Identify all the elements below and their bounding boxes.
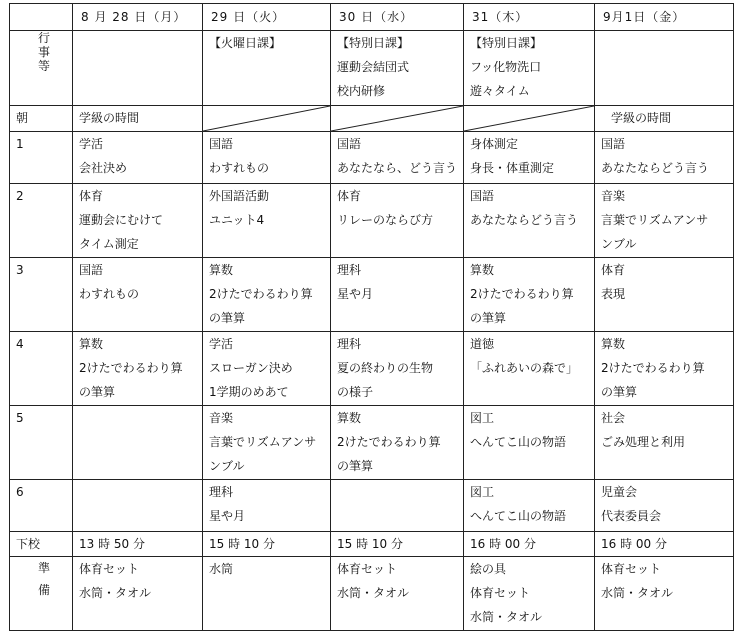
- lesson-cell: [464, 406, 595, 480]
- morning-text: 学級の時間: [79, 111, 140, 125]
- lesson-cell: [331, 332, 464, 406]
- cell-line: 【特別日課】: [470, 36, 543, 50]
- cell-line: の筆算: [337, 459, 374, 473]
- lesson-cell: [203, 332, 331, 406]
- cell-line: 2けたでわるわり算: [209, 287, 313, 301]
- lesson-cell: [595, 406, 734, 480]
- cell-line: 体育セット: [337, 562, 398, 576]
- cell-line: 水筒・タオル: [337, 586, 410, 600]
- cell-line: 絵の具: [470, 562, 507, 576]
- lesson-cell: [73, 184, 203, 258]
- cell-line: わすれもの: [79, 287, 140, 301]
- lesson-cell: [464, 184, 595, 258]
- cell-line: 【特別日課】: [337, 36, 410, 50]
- lesson-cell: [464, 258, 595, 332]
- events-cell: [203, 31, 331, 106]
- cell-line: 水筒: [209, 562, 234, 576]
- cell-line: 【火曜日課】: [209, 36, 282, 50]
- dismissal-time: 16 時 00 分: [595, 532, 734, 557]
- diagonal-slash: [203, 106, 330, 131]
- cell-line: 理科: [337, 337, 362, 351]
- day-header: 9月1日（金）: [595, 4, 734, 31]
- cell-line: 「ふれあいの森で」: [470, 361, 579, 375]
- cell-line: あなたならどう言う: [601, 161, 710, 175]
- cell-line: 夏の終わりの生物: [337, 361, 434, 375]
- diagonal-slash: [331, 106, 463, 131]
- prep-cell: [595, 557, 734, 631]
- lesson-cell: [331, 480, 464, 532]
- morning-row: [10, 106, 734, 132]
- period-label: 1: [10, 132, 73, 184]
- cell-line: 水筒・タオル: [470, 610, 543, 624]
- cell-line: の筆算: [470, 311, 507, 325]
- cell-line: 2けたでわるわり算: [337, 435, 441, 449]
- day-header: 8 月 28 日（月）: [73, 4, 203, 31]
- cell-line: 水筒・タオル: [601, 586, 674, 600]
- cell-line: 水筒・タオル: [79, 586, 152, 600]
- events-cell: [331, 31, 464, 106]
- morning-cell-empty: [203, 106, 331, 132]
- lesson-cell: [73, 258, 203, 332]
- cell-line: の筆算: [79, 385, 116, 399]
- dismissal-time: 13 時 50 分: [73, 532, 203, 557]
- dismissal-row: [10, 532, 734, 557]
- cell-line: 2けたでわるわり算: [79, 361, 183, 375]
- cell-line: 国語: [209, 137, 234, 151]
- morning-cell: [595, 106, 734, 132]
- lesson-cell: [73, 132, 203, 184]
- lesson-cell: [331, 406, 464, 480]
- cell-line: 表現: [601, 287, 626, 301]
- lesson-cell: [331, 258, 464, 332]
- morning-text: 学級の時間: [611, 111, 672, 125]
- corner-cell: [10, 4, 73, 31]
- period-label: 4: [10, 332, 73, 406]
- morning-cell: [73, 106, 203, 132]
- cell-line: ごみ処理と利用: [601, 435, 686, 449]
- day-header: 31（木）: [464, 4, 595, 31]
- cell-line: の筆算: [209, 311, 246, 325]
- lesson-cell: [203, 132, 331, 184]
- cell-line: 国語: [470, 189, 495, 203]
- cell-line: 学活: [209, 337, 234, 351]
- events-cell: [73, 31, 203, 106]
- cell-line: わすれもの: [209, 161, 270, 175]
- lesson-cell: [595, 258, 734, 332]
- cell-line: 会社決め: [79, 161, 128, 175]
- lesson-cell: [73, 480, 203, 532]
- events-label: [10, 31, 73, 106]
- prep-cell: [73, 557, 203, 631]
- cell-line: フッ化物洗口: [470, 60, 542, 74]
- events-cell: [595, 31, 734, 106]
- cell-line: の筆算: [601, 385, 638, 399]
- cell-line: 2けたでわるわり算: [470, 287, 574, 301]
- cell-line: 運動会にむけて: [79, 213, 164, 227]
- cell-line: 児童会: [601, 485, 638, 499]
- day-header: 29 日（火）: [203, 4, 331, 31]
- lesson-cell: [73, 332, 203, 406]
- period-row: [10, 184, 734, 258]
- cell-line: 運動会結団式: [337, 60, 410, 74]
- cell-line: 体育: [79, 189, 104, 203]
- cell-line: 道徳: [470, 337, 495, 351]
- period-label: 6: [10, 480, 73, 532]
- lesson-cell: [203, 406, 331, 480]
- cell-line: 遊々タイム: [470, 84, 530, 98]
- cell-line: 算数: [209, 263, 234, 277]
- dismissal-time: 15 時 10 分: [331, 532, 464, 557]
- cell-line: 言葉でリズムアンサ: [601, 213, 709, 227]
- cell-line: 算数: [337, 411, 362, 425]
- period-label: 3: [10, 258, 73, 332]
- period-row: [10, 332, 734, 406]
- lesson-cell: [464, 332, 595, 406]
- cell-line: 体育: [601, 263, 626, 277]
- cell-line: 言葉でリズムアンサ: [209, 435, 317, 449]
- lesson-cell: [331, 184, 464, 258]
- cell-line: 社会: [601, 411, 626, 425]
- period-row: [10, 480, 734, 532]
- cell-line: タイム測定: [79, 237, 139, 251]
- cell-line: 体育セット: [470, 586, 531, 600]
- prep-label-text: 準 備: [37, 561, 50, 597]
- cell-line: の様子: [337, 385, 374, 399]
- dismissal-time: 16 時 00 分: [464, 532, 595, 557]
- lesson-cell: [73, 406, 203, 480]
- cell-line: へんてこ山の物語: [470, 509, 567, 523]
- cell-line: 体育: [337, 189, 362, 203]
- cell-line: 国語: [337, 137, 362, 151]
- lesson-cell: [203, 258, 331, 332]
- lesson-cell: [464, 132, 595, 184]
- lesson-cell: [595, 332, 734, 406]
- cell-line: 体育セット: [601, 562, 662, 576]
- cell-line: 星や月: [337, 287, 374, 301]
- cell-line: 体育セット: [79, 562, 140, 576]
- cell-line: 校内研修: [337, 84, 386, 98]
- period-row: [10, 132, 734, 184]
- cell-line: 身長・体重測定: [470, 161, 555, 175]
- cell-line: 国語: [601, 137, 626, 151]
- lesson-cell: [331, 132, 464, 184]
- cell-line: 代表委員会: [601, 509, 662, 523]
- cell-line: 図工: [470, 411, 495, 425]
- cell-line: 理科: [209, 485, 234, 499]
- cell-line: 算数: [470, 263, 495, 277]
- cell-line: 2けたでわるわり算: [601, 361, 705, 375]
- day-header: 30 日（水）: [331, 4, 464, 31]
- lesson-cell: [464, 480, 595, 532]
- events-row: [10, 31, 734, 106]
- prep-cell: [203, 557, 331, 631]
- events-label-text: 行 事 等: [37, 31, 50, 73]
- period-row: [10, 406, 734, 480]
- prep-label: [10, 557, 73, 631]
- lesson-cell: [203, 184, 331, 258]
- morning-cell-empty: [331, 106, 464, 132]
- prep-cell: [464, 557, 595, 631]
- lesson-cell: [595, 184, 734, 258]
- cell-line: リレーのならび方: [337, 213, 434, 227]
- morning-cell-empty: [464, 106, 595, 132]
- cell-line: 算数: [601, 337, 626, 351]
- cell-line: 1学期のめあて: [209, 385, 289, 399]
- cell-line: あなたなら、どう言う: [337, 161, 458, 175]
- period-label: 2: [10, 184, 73, 258]
- events-cell: [464, 31, 595, 106]
- period-label: 5: [10, 406, 73, 480]
- prep-row: [10, 557, 734, 631]
- lesson-cell: [595, 480, 734, 532]
- morning-label: 朝: [10, 106, 73, 132]
- dismissal-time: 15 時 10 分: [203, 532, 331, 557]
- cell-line: 算数: [79, 337, 104, 351]
- cell-line: 理科: [337, 263, 362, 277]
- cell-line: 音楽: [209, 411, 234, 425]
- cell-line: ユニット4: [209, 213, 265, 227]
- cell-line: スローガン決め: [209, 361, 293, 375]
- cell-line: 外国語活動: [209, 189, 270, 203]
- lesson-cell: [595, 132, 734, 184]
- cell-line: 身体測定: [470, 137, 519, 151]
- diagonal-slash: [464, 106, 594, 131]
- prep-cell: [331, 557, 464, 631]
- cell-line: 音楽: [601, 189, 626, 203]
- weekly-schedule-table: [9, 3, 734, 631]
- cell-line: 学活: [79, 137, 104, 151]
- dismissal-label: 下校: [10, 532, 73, 557]
- cell-line: ンブル: [601, 237, 637, 251]
- header-row: [10, 4, 734, 31]
- cell-line: あなたならどう言う: [470, 213, 579, 227]
- cell-line: へんてこ山の物語: [470, 435, 567, 449]
- cell-line: 星や月: [209, 509, 246, 523]
- cell-line: 図工: [470, 485, 495, 499]
- lesson-cell: [203, 480, 331, 532]
- cell-line: ンブル: [209, 459, 245, 473]
- cell-line: 国語: [79, 263, 104, 277]
- period-row: [10, 258, 734, 332]
